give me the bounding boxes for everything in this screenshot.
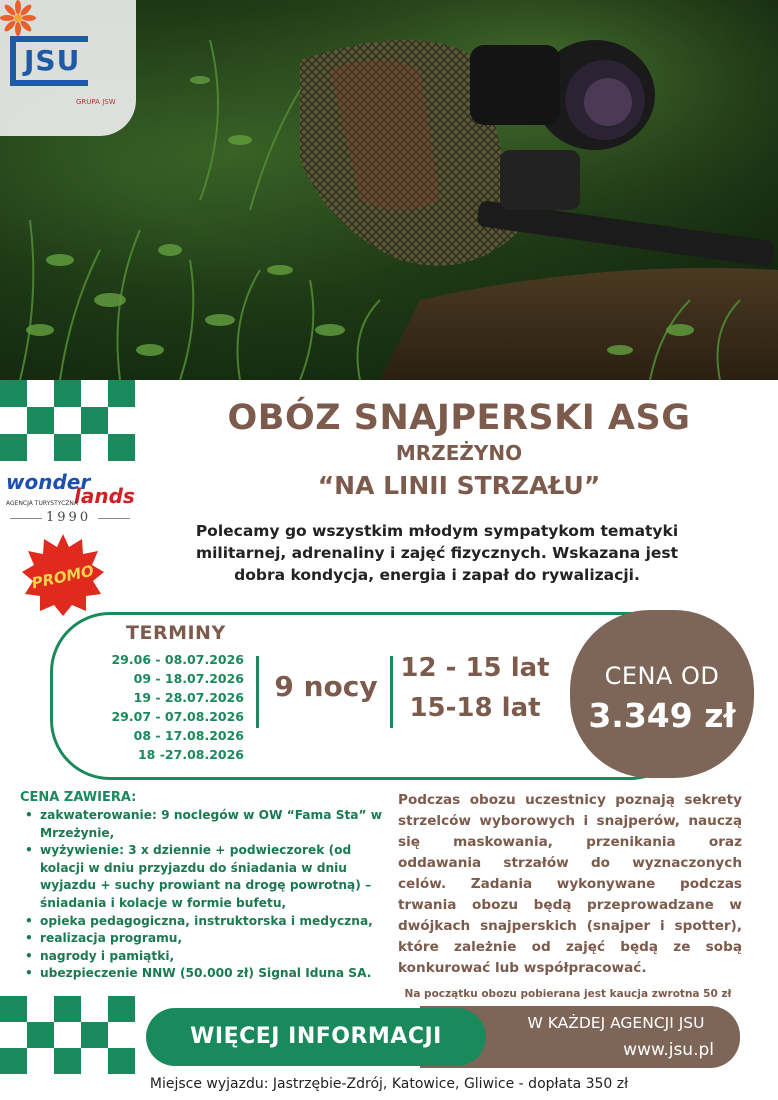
list-item: • nagrody i pamiątki, <box>22 948 392 966</box>
date-item: 29.07 - 07.08.2026 <box>111 709 244 724</box>
includes-heading: CENA ZAWIERA: <box>20 790 137 805</box>
logo-group-caption: GRUPA JSW <box>76 98 116 106</box>
divider <box>10 518 42 519</box>
includes-list <box>22 807 392 983</box>
date-item: 09 - 18.07.2026 <box>133 671 244 686</box>
divider <box>256 656 259 728</box>
more-info-button[interactable]: WIĘCEJ INFORMACJI <box>146 1008 486 1066</box>
jsu-logo-text: JSU <box>10 36 88 86</box>
date-item: 08 - 17.08.2026 <box>133 728 244 743</box>
wonderlands-tagline: AGENCJA TURYSTYCZNA <box>6 500 79 507</box>
jsu-logo <box>0 0 136 136</box>
divider <box>390 656 393 728</box>
age-group: 15-18 lat <box>409 693 541 723</box>
dates-list <box>104 650 244 764</box>
date-item: 19 - 28.07.2026 <box>133 690 244 705</box>
program-description: Podczas obozu uczestnicy poznają sekrety strzelców wyborowych i snajperów, nauczą się maskowania, przenikania oraz oddawania strzałów do wyznaczonych celów. Zadania wykonywane podczas trwania obozu będą przeprowadzane w dwójkach snajperskich (snajper i spotter), które zależnie od zajęć będą ze sobą konkurować lub współpracować. <box>398 792 742 976</box>
list-item: • opieka pedagogiczna, instruktorska i medyczna, <box>22 913 392 931</box>
camp-title <box>140 398 778 502</box>
title-line-slogan: “NA LINII STRZAŁU” <box>317 471 601 500</box>
flower-icon <box>0 0 36 36</box>
age-group: 12 - 15 lat <box>400 653 550 683</box>
title-line-main: OBÓZ SNAJPERSKI ASG <box>227 398 691 438</box>
price-value: 3.349 zł <box>588 696 736 735</box>
website-link[interactable]: www.jsu.pl <box>623 1040 714 1060</box>
agency-text: W KAŻDEJ AGENCJI JSU <box>527 1014 705 1032</box>
terms-heading: TERMINY <box>126 622 226 644</box>
hero-photo <box>0 0 778 380</box>
list-item: • realizacja programu, <box>22 930 392 948</box>
age-groups <box>400 648 550 728</box>
promo-badge-label: PROMO <box>30 561 96 593</box>
list-item: • zakwaterowanie: 9 noclegów w OW “Fama Sta” w Mrzeżynie, <box>22 807 392 842</box>
wonderlands-word1: wonder <box>6 470 91 494</box>
date-item: 29.06 - 08.07.2026 <box>111 652 244 667</box>
checker-pattern-top <box>0 380 135 461</box>
price-label: CENA OD <box>604 662 720 690</box>
divider <box>98 518 130 519</box>
title-line-location: MRZEŻYNO <box>395 441 523 465</box>
wonderlands-word2: lands <box>74 484 135 508</box>
wonderlands-year: 1990 <box>46 510 92 525</box>
departure-info: Miejsce wyjazdu: Jastrzębie-Zdrój, Katowice, Gliwice - dopłata 350 zł <box>149 1076 629 1092</box>
checker-pattern-bottom <box>0 996 135 1074</box>
promo-badge-icon <box>22 534 104 616</box>
deposit-note: Na początku obozu pobierana jest kaucja zwrotna 50 zł <box>404 988 732 1000</box>
lead-text: Polecamy go wszystkim młodym sympatykom tematyki militarnej, adrenaliny i zajęć fizycznych. Wskazana jest dobra kondycja, energia i zapał do rywalizacji. <box>195 522 679 584</box>
nights-count: 9 nocy <box>274 670 378 703</box>
date-item: 18 -27.08.2026 <box>137 747 244 762</box>
list-item: • wyżywienie: 3 x dziennie + podwieczorek (od kolacji w dniu przyjazdu do śniadania w dniu wyjazdu + suchy prowiant na drogę powrotną) – śniadania i kolacje w formie bufetu, <box>22 842 392 912</box>
list-item: • ubezpieczenie NNW (50.000 zł) Signal Iduna SA. <box>22 965 392 983</box>
price-badge <box>570 610 754 778</box>
wonderlands-logo <box>6 470 136 532</box>
